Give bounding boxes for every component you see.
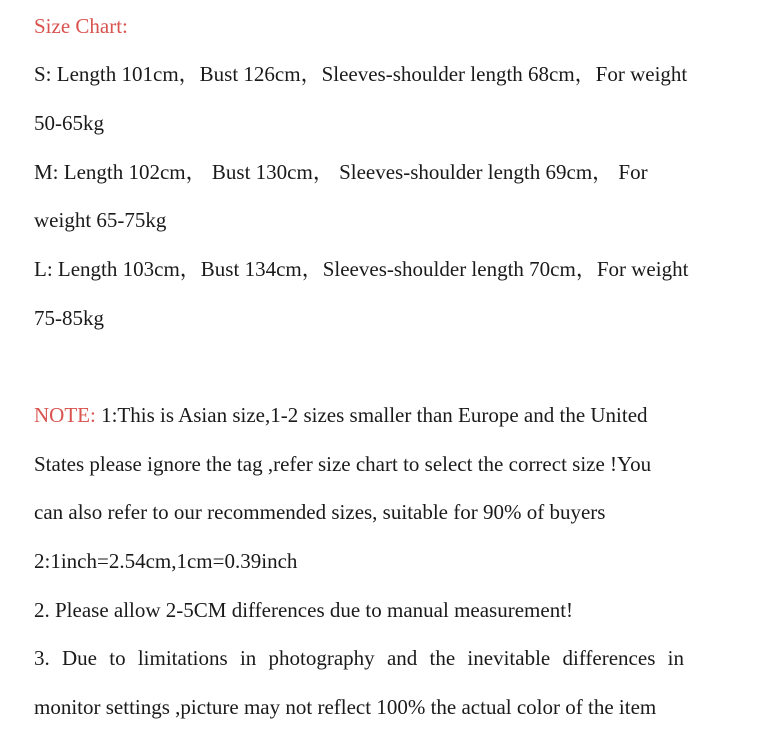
- note-line-6-word: limitations: [137, 646, 228, 670]
- note-line-6-word: in: [667, 646, 684, 670]
- note-line-1: [34, 403, 648, 427]
- note-line-2: States please ignore the tag ,refer size chart to select the correct size !You: [34, 452, 652, 476]
- size-chart-heading: Size Chart:: [34, 14, 128, 38]
- note-line-4: 2:1inch=2.54cm,1cm=0.39inch: [34, 549, 298, 573]
- note-line-3: can also refer to our recommended sizes, suitable for 90% of buyers: [34, 500, 606, 524]
- size-s-line-1: S: Length 101cm，Bust 126cm，Sleeves-shoulder length 68cm，For weight: [34, 62, 688, 86]
- note-line-5: 2. Please allow 2-5CM differences due to manual measurement!: [34, 598, 574, 622]
- note-line-6-word: and: [386, 646, 418, 670]
- note-line-6-word: the: [429, 646, 456, 670]
- size-s-line-2: 50-65kg: [34, 111, 104, 135]
- note-line-6-word: photography: [268, 646, 375, 670]
- size-l-line-1: L: Length 103cm，Bust 134cm，Sleeves-shoulder length 70cm，For weight: [34, 257, 689, 281]
- note-line-6-word: inevitable: [467, 646, 551, 670]
- note-line-1-text: 1:This is Asian size,1-2 sizes smaller than Europe and the United: [95, 403, 648, 427]
- note-line-6: [34, 646, 684, 670]
- note-line-6-word: in: [239, 646, 257, 670]
- note-line-6-word: Due: [62, 646, 97, 670]
- note-line-7: monitor settings ,picture may not reflect 100% the actual color of the item: [34, 695, 657, 719]
- note-label: NOTE:: [34, 403, 96, 427]
- size-m-line-2: weight 65-75kg: [34, 208, 167, 232]
- note-line-6-word: to: [109, 646, 126, 670]
- size-m-line-1: M: Length 102cm， Bust 130cm， Sleeves-shoulder length 69cm， For: [34, 160, 648, 184]
- note-line-6-word: differences: [562, 646, 656, 670]
- size-l-line-2: 75-85kg: [34, 306, 104, 330]
- note-line-6-word: 3.: [34, 646, 50, 670]
